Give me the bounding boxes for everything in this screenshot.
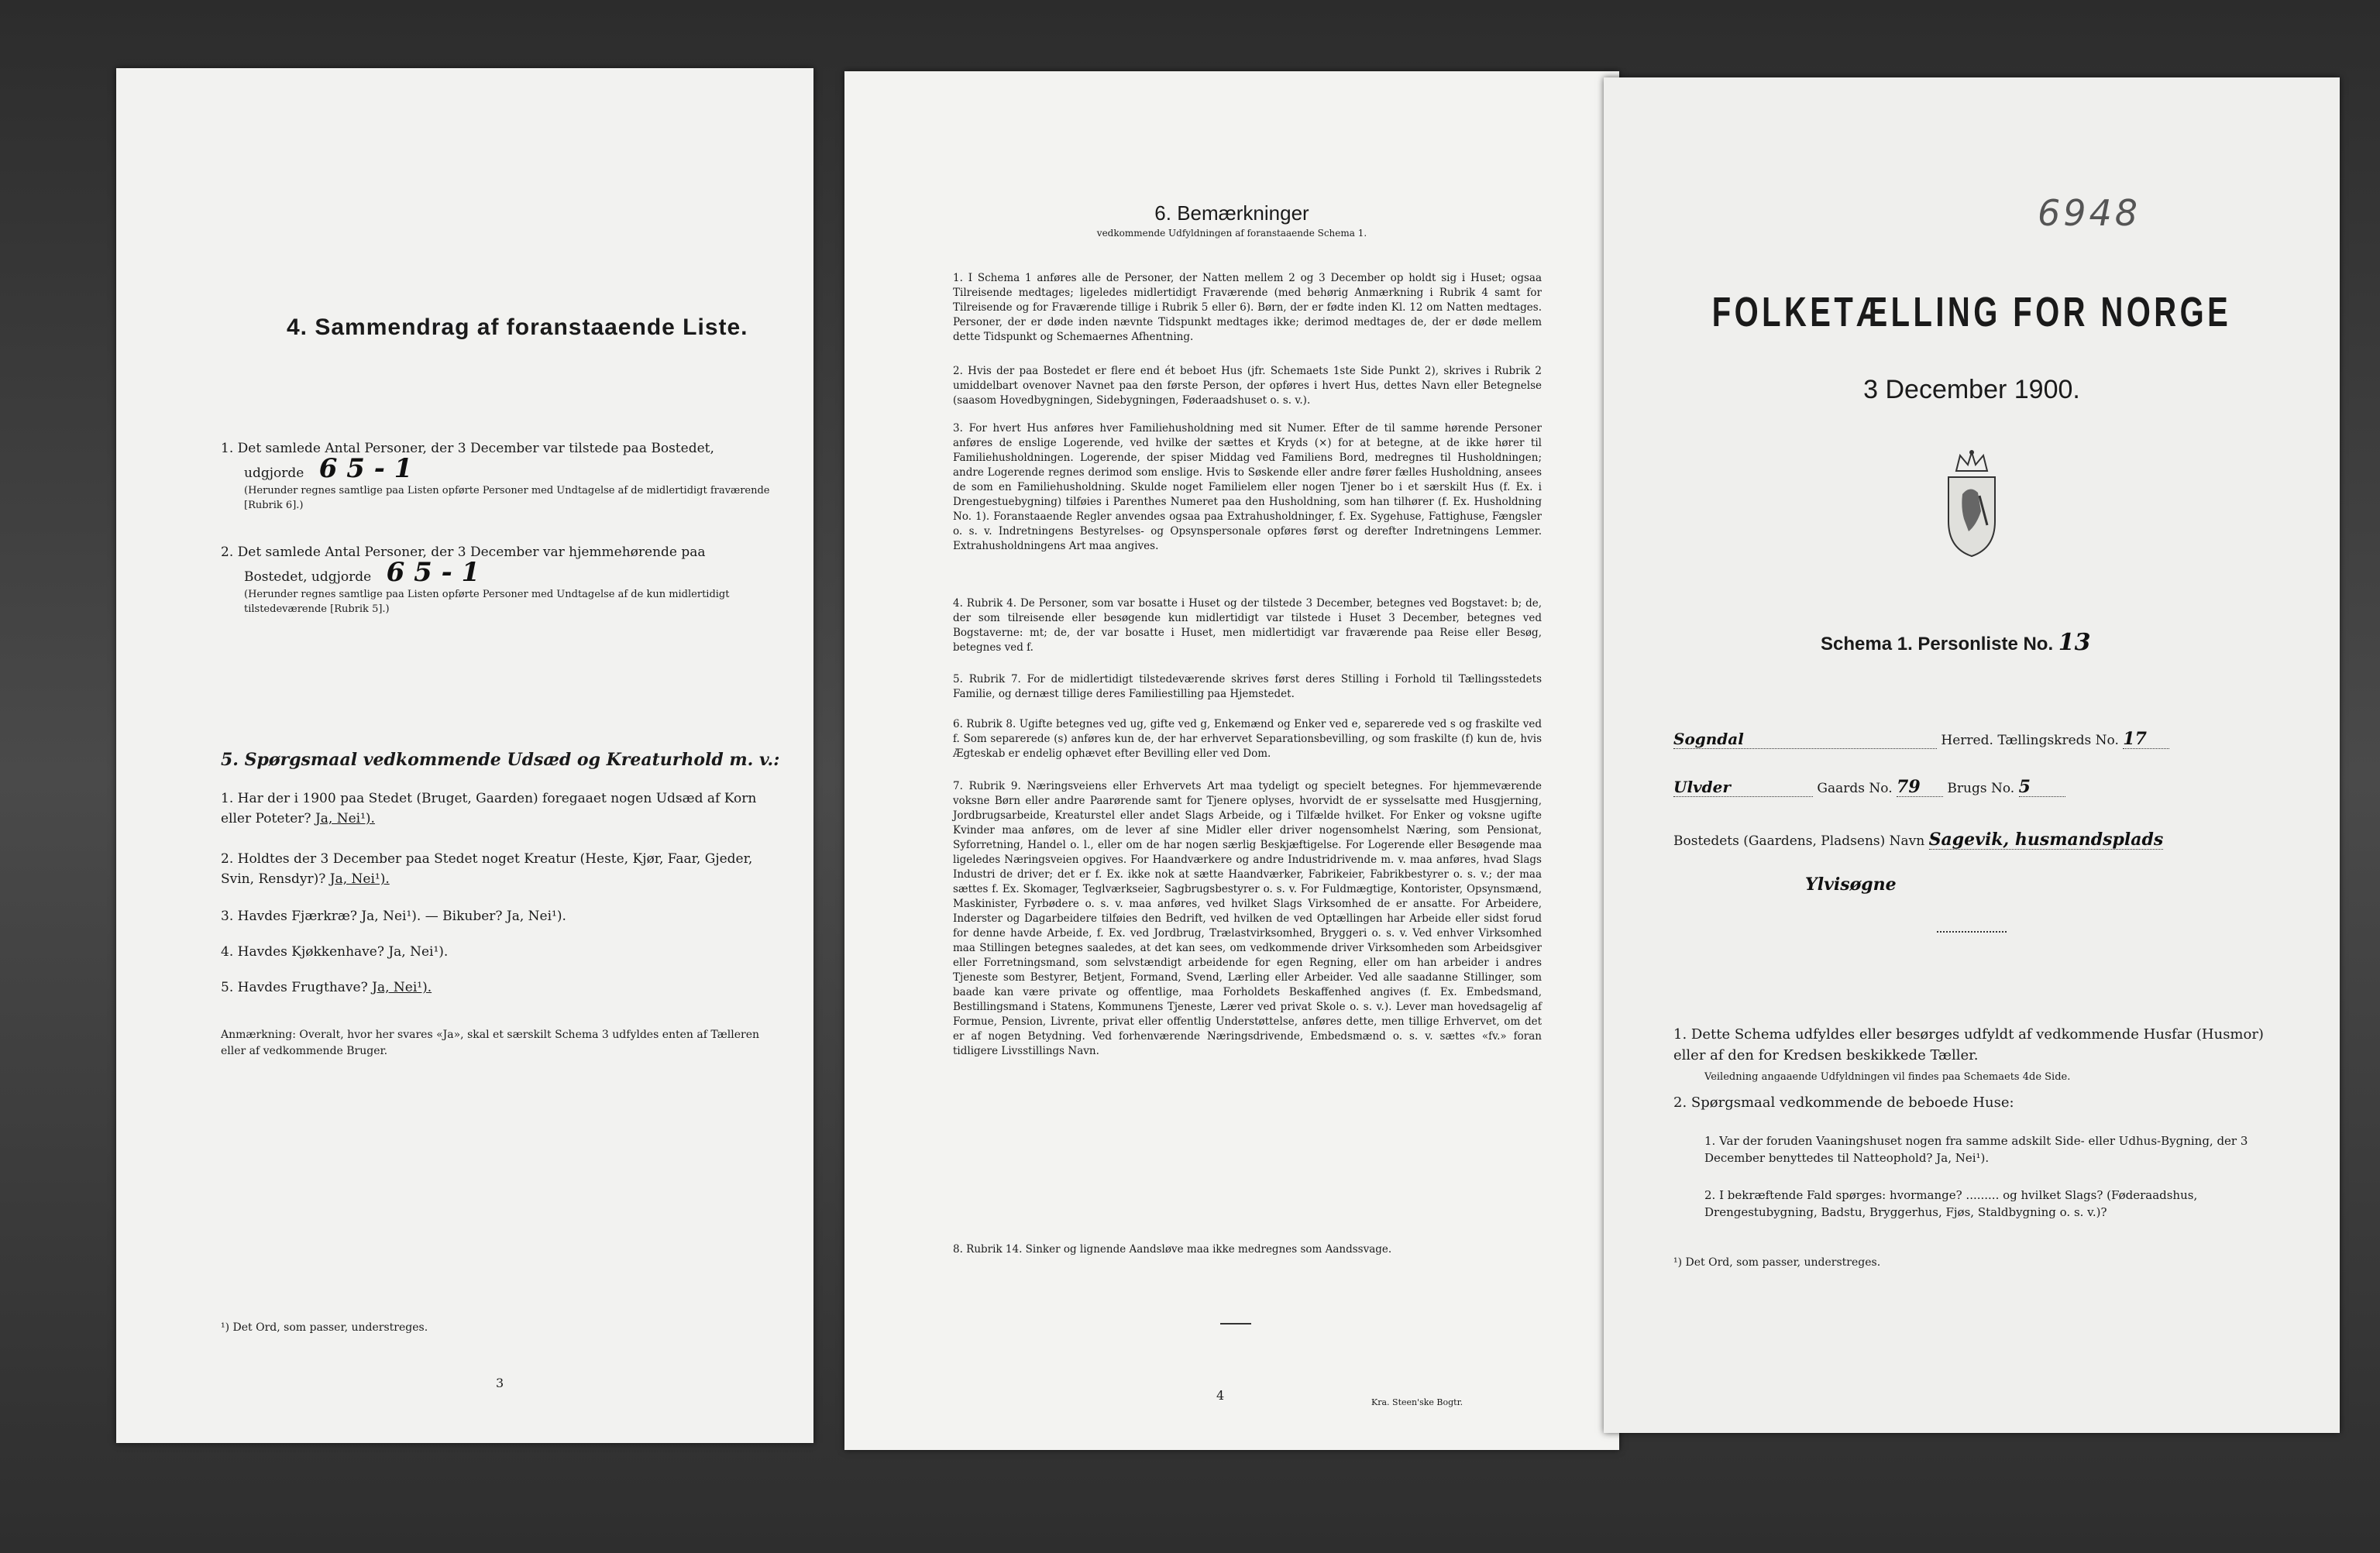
summary-item-2-value: 6 5 - 1 — [386, 557, 480, 588]
remark-item-6: 6. Rubrik 8. Ugifte betegnes ved ug, gifte ved g, Enkemænd og Enker ved e, separerede ved s og fraskilte ved f. Som separerede (s) anføres kun de, der har erhvervet Separationsbevilling, og som fraskilte (f) kun de, hvis Ægteskab er endelig ophævet efter Bevilling eller ved Dom. — [953, 718, 1542, 760]
summary-item-1-label: udgjorde — [244, 466, 304, 481]
instruction-2: 2. Spørgsmaal vedkommende de beboede Huse: — [1673, 1094, 2014, 1111]
summary-item-2-text: 2. Det samlede Antal Personer, der 3 December var hjemmehørende paa — [221, 545, 706, 560]
coat-of-arms-icon — [1933, 448, 2010, 560]
gaard-value: 79 — [1897, 778, 1943, 797]
census-title: FOLKETÆLLING FOR NORGE — [1711, 289, 2232, 335]
kreds-label: Tællingskreds No. — [1997, 733, 2119, 748]
instruction-1-note: Veiledning angaaende Udfyldningen vil findes paa Schemaets 4de Side. — [1704, 1071, 2071, 1083]
remarks-title: 6. Bemærkninger — [1154, 201, 1309, 225]
remark-item-4: 4. Rubrik 4. De Personer, som var bosatte i Huset og der tilstede 3 December, betegnes ved Bogstavet: b; de, der som tilreisende eller besøgende kun midlertidigt var tilstede i Huset 3 December, betegnes ved Bogstaverne: mt; de, der var bosatte i Huset, men midlertidigt var fraværende paa Reise eller Besøg, betegnes ved f. — [953, 597, 1542, 654]
census-date: 3 December 1900. — [1863, 375, 2080, 404]
house-question-1: 1. Var der foruden Vaaningshuset nogen fra samme adskilt Side- eller Udhus-Bygning, der 3 December benyttedes til Natteophold? Ja, Nei¹). — [1704, 1134, 2248, 1165]
question-4-answer: Ja, Nei¹). — [388, 944, 449, 960]
herred-label: Herred. — [1941, 733, 1993, 748]
gaard-prefix: Ulvder — [1673, 778, 1813, 797]
question-2-answer: Ja, Nei¹). — [329, 871, 390, 887]
section-4-title: 4. Sammendrag af foranstaaende Liste. — [287, 314, 748, 340]
bosted-value-2: Ylvisøgne — [1805, 874, 1897, 895]
summary-item-1-text: 1. Det samlede Antal Personer, der 3 December var tilstede paa Bostedet, — [221, 441, 714, 456]
question-5-answer: Ja, Nei¹). — [372, 980, 432, 995]
remark: Anmærkning: Overalt, hvor her svares «Ja», skal et særskilt Schema 3 udfyldes enten af Tælleren eller af vedkommende Bruger. — [221, 1029, 760, 1057]
question-4: 4. Havdes Kjøkkenhave? Ja, Nei¹). — [221, 944, 449, 960]
question-2: 2. Holdtes der 3 December paa Stedet noget Kreatur (Heste, Kjør, Faar, Gjeder, Svin, Rensdyr)? Ja, Nei¹). — [221, 851, 753, 887]
remark-item-2: 2. Hvis der paa Bostedet er flere end ét beboet Hus (jfr. Schemaets 1ste Side Punkt 2), skrives i Rubrik 2 umiddelbart ovenover Navnet paa den første Person, der opføres i hvert Hus, dettes Navn eller Betegnelse (saasom Hovedbygningen, Sidebygningen, Føderaadshuset o. s. v.). — [953, 365, 1542, 407]
summary-item-1 — [221, 438, 779, 513]
remark-item-7: 7. Rubrik 9. Næringsveiens eller Erhvervets Art maa tydeligt og specielt betegnes. For hjemmeværende voksne Børn eller andre Paarørende samt for Tjenere oplyses, hvorvidt de er sysselsatte med Husgjerning, Jordbrugsarbeide, Kreaturstel eller andet Slags Arbeide, og i Tilfælde hvilket. For Enker og voksne ugifte Kvinder maa anføres, om de lever af sine Midler eller driver nogensomhelst Næring, som Pensionat, Syforretning, Handel o. l., eller om de har nogen særlig Beskjæftigelse. For Logerende eller Besøgende maa ligeledes Næringsveien opgives. For Haandværkere og andre Industridrivende m. v. maa anføres, hvad Slags Industri de driver; det er f. Ex. ikke nok at sætte Haandværker, Fabrikeier, Fabrikbestyrer o. s. v.; der maa sættes f. Ex. Skomager, Teglværkseier, Sagbrugsbestyrer o. s. v. For Fuldmægtige, Kontorister, Opsynsmænd, Maskinister, Fyrbødere o. s. v. maa anføres, ved hvilket Slags Virksomhed de er ansatte. For Arbeidere, Inderster og Dagarbeidere tilføies den Bedrift, ved hvilken de ved Optællingen har Arbeide eller sidst forud for denne havde Arbeide, f. Ex. ved Jordbrug, Trælastvirksomhed, Bryggeri o. s. v. Ved enhver Virksomhed maa Stillingen betegnes saaledes, at det kan sees, om vedkommende driver Virksomheden som Arbeidsgiver eller Forretningsmand, som selvstændigt arbeidende for egen Regning, eller om han arbeider i andres Tjeneste som Bestyrer, Betjent, Formand, Svend, Lærling eller Arbeider. Ved alle saadanne Stillinger, som baade kan være private og offentlige, maa Forholdets Beskaffenhed angives (f. Ex. Embedsmand, Bestillingsmand i Statens, Kommunens Tjeneste, Lærer ved privat Skole o. s. v.). Lever man hovedsagelig af Formue, Pension, Livrente, privat eller offentlig Understøttelse, anføres dette, men tillige Erhvervet, om det er af nogen Betydning. Ved forhenværende Næringsdrivende, Embedsmænd o. s. v. sættes «fv.» foran tidligere Livsstillings Navn. — [953, 780, 1542, 1057]
schema-label: Schema 1. Personliste No. 13 — [1821, 629, 2091, 656]
archive-number: 6948 — [2038, 192, 2141, 234]
remarks-subtitle: vedkommende Udfyldningen af foranstaaende Schema 1. — [1096, 228, 1367, 239]
page-3 — [116, 68, 813, 1443]
remark-item-3: 3. For hvert Hus anføres hver Familiehusholdning med sit Numer. Efter de til samme hørende Personer anføres de enslige Logerende, ved hvilke der sættes et Kryds (×) for at betegne, at de ikke hører til Familiehusholdningen. Logerende, der spiser Middag ved Familiens Bord, medregnes til Husholdningen; andre Logerende regnes derimod som enslige. Hvis to Søskende eller andre fører fælles Husholdning, ansees de som en Familiehusholdning. Skulde noget Familielem eller nogen Tjener bo i et særskilt Hus (f. Ex. i Drengestuebygning) tilføies i Parenthes Numeret paa den Husholdning, som han tilhører (f. Ex. Husholdning No. 1). Foranstaaende Regler anvendes ogsaa paa Extrahusholdninger, f. Ex. Sygehuse, Fattighuse, Fængsler o. s. v. Indretningens Bestyrelses- og Opsynspersonale opføres først og derefter Indretningens Lemmer. Extrahusholdningens Art maa angives. — [953, 422, 1542, 552]
brugs-label: Brugs No. — [1947, 781, 2015, 796]
schema-number: 13 — [2058, 629, 2091, 656]
question-1: 1. Har der i 1900 paa Stedet (Bruget, Gaarden) foregaaet nogen Udsæd af Korn eller Poteter? Ja, Nei¹). — [221, 791, 757, 826]
summary-item-2 — [221, 542, 779, 617]
house-question-2: 2. I bekræftende Fald spørges: hvormange? ......... og hvilket Slags? (Føderaadshus, Drengestubygning, Badstu, Bryggerhus, Fjøs, Staldbygning o. s. v.)? — [1704, 1188, 2198, 1219]
kreds-value: 17 — [2123, 730, 2169, 749]
question-1-answer: Ja, Nei¹). — [315, 811, 375, 826]
divider — [1937, 931, 2007, 933]
summary-item-2-label: Bostedet, udgjorde — [244, 569, 372, 585]
printer-mark: Kra. Steen'ske Bogtr. — [1371, 1397, 1463, 1407]
question-5: 5. Havdes Frugthave? Ja, Nei¹). — [221, 980, 432, 995]
question-3-answer: Ja, Nei¹). — Bikuber? Ja, Nei¹). — [361, 909, 566, 924]
question-3: 3. Havdes Fjærkræ? Ja, Nei¹). — Bikuber? Ja, Nei¹). — [221, 909, 566, 924]
gaard-row — [1673, 778, 2065, 798]
page-number: 3 — [496, 1376, 504, 1390]
footnote: ¹) Det Ord, som passer, understreges. — [1673, 1256, 1881, 1269]
herred-value: Sogndal — [1673, 730, 1937, 749]
divider — [1220, 1323, 1251, 1325]
remark-item-8: 8. Rubrik 14. Sinker og lignende Aandsløve maa ikke medregnes som Aandssvage. — [953, 1243, 1392, 1256]
instruction-1: 1. Dette Schema udfyldes eller besørges udfyldt af vedkommende Husfar (Husmor) eller af den for Kredsen beskikkede Tæller. — [1673, 1026, 2264, 1063]
gaard-label: Gaards No. — [1817, 781, 1893, 796]
brugs-value: 5 — [2019, 778, 2065, 797]
bosted-row-2 — [1805, 875, 1897, 895]
herred-row — [1673, 730, 2169, 750]
page-number: 4 — [1216, 1388, 1225, 1403]
summary-item-2-note: (Herunder regnes samtlige paa Listen opførte Personer med Undtagelse af de kun midlertidigt tilstedeværende [Rubrik 5].) — [244, 589, 730, 615]
bosted-value: Sagevik, husmandsplads — [1928, 830, 2164, 850]
bosted-label: Bostedets (Gaardens, Pladsens) Navn — [1673, 833, 1925, 849]
summary-item-1-value: 6 5 - 1 — [318, 453, 413, 484]
summary-item-1-note: (Herunder regnes samtlige paa Listen opførte Personer med Undtagelse af de midlertidigt fraværende [Rubrik 6].) — [244, 485, 770, 511]
section-5-title: 5. Spørgsmaal vedkommende Udsæd og Kreaturhold m. v.: — [221, 750, 780, 770]
page-1-cover — [1604, 77, 2340, 1433]
page-4 — [844, 71, 1619, 1450]
bosted-row — [1673, 830, 2163, 850]
remark-item-1: 1. I Schema 1 anføres alle de Personer, der Natten mellem 2 og 3 December op holdt sig i Huset; ogsaa Tilreisende medtages; ligeledes midlertidigt Fraværende (med behørig Anmærkning i Rubrik 4 samt for Tilreisende og for Fraværende tillige i Rubrik 5 eller 6). Børn, der er fødte inden Kl. 12 om Natten medtages. Personer, der er døde inden nævnte Tidspunkt medtages ikke; derimod medtages de, der er døde mellem dette Tidspunkt og Schemaernes Afhentning. — [953, 272, 1542, 343]
remark-item-5: 5. Rubrik 7. For de midlertidigt tilstedeværende skrives først deres Stilling i Forhold til Tællingsstedets Familie, og dernæst tillige deres Familiestilling paa Hjemstedet. — [953, 673, 1542, 700]
footnote: ¹) Det Ord, som passer, understreges. — [221, 1321, 428, 1334]
